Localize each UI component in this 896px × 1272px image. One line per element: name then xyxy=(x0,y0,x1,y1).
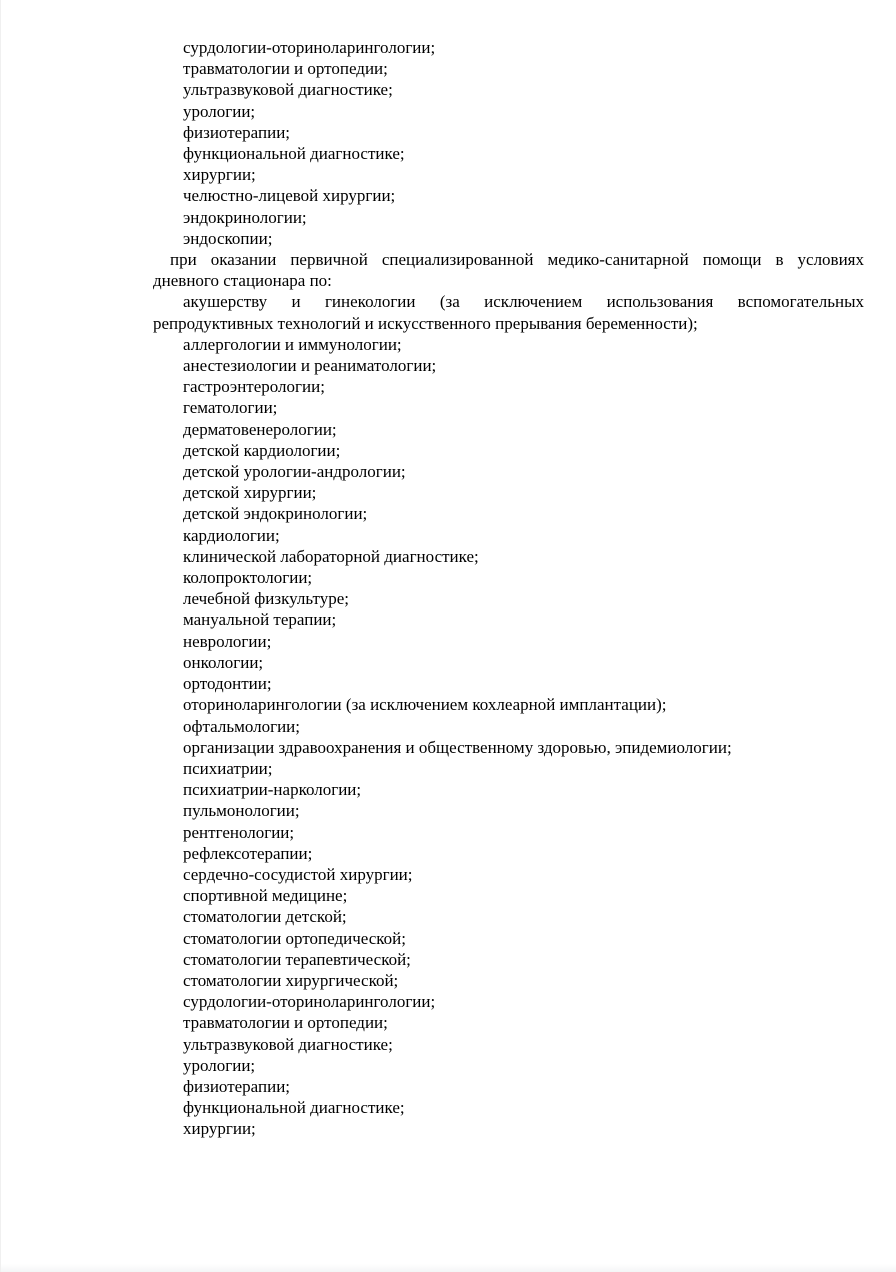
specialty-list-item: оториноларингологии (за исключением кохлеарной имплантации); xyxy=(183,695,667,715)
specialty-list-item: гастроэнтерологии; xyxy=(183,377,325,397)
specialty-list-item: рефлексотерапии; xyxy=(183,843,313,863)
specialty-list-item: сурдологии-оториноларингологии; xyxy=(183,992,436,1012)
specialty-list-item: эндоскопии; xyxy=(183,228,273,248)
specialty-list-item: эндокринологии; xyxy=(183,207,307,227)
specialty-list-item: офтальмологии; xyxy=(183,716,300,736)
document-text-block xyxy=(153,37,864,1140)
specialty-list-item: травматологии и ортопедии; xyxy=(183,59,388,79)
specialty-list-item: функциональной диагностике; xyxy=(183,144,405,164)
specialty-list-item: психиатрии-наркологии; xyxy=(183,780,362,800)
specialty-list-item: хирургии; xyxy=(183,1119,256,1139)
specialty-list-item: челюстно-лицевой хирургии; xyxy=(183,186,396,206)
specialty-list-item: кардиологии; xyxy=(183,525,280,545)
specialty-list-item: стоматологии хирургической; xyxy=(183,970,399,990)
specialty-list-item: клинической лабораторной диагностике; xyxy=(183,546,479,566)
specialties-list-upper xyxy=(153,37,864,249)
specialty-list-item: стоматологии терапевтической; xyxy=(183,949,411,969)
specialty-list-item: дерматовенерологии; xyxy=(183,419,337,439)
specialty-list-item: урологии; xyxy=(183,1055,256,1075)
specialty-list-item: психиатрии; xyxy=(183,758,273,778)
specialty-list-item: ортодонтии; xyxy=(183,674,272,694)
specialty-list-item: детской кардиологии; xyxy=(183,440,341,460)
page-bottom-edge xyxy=(1,1264,896,1272)
paragraph-day-hospital: при оказании первичной специализированной медико-санитарной помощи в условиях дневного стационара по: xyxy=(153,250,864,291)
specialty-list-item: сурдологии-оториноларингологии; xyxy=(183,38,436,57)
specialty-list-item: ультразвуковой диагностике; xyxy=(183,1034,393,1054)
specialty-list-item: физиотерапии; xyxy=(183,122,291,142)
specialty-list-item: ультразвуковой диагностике; xyxy=(183,80,393,100)
specialty-list-item: рентгенологии; xyxy=(183,822,295,842)
specialty-list-item: урологии; xyxy=(183,101,256,121)
specialty-list-item: функциональной диагностике; xyxy=(183,1098,405,1118)
specialty-list-item: мануальной терапии; xyxy=(183,610,337,630)
specialty-list-item: спортивной медицине; xyxy=(183,886,348,906)
specialty-list-item: аллергологии и иммунологии; xyxy=(183,334,402,354)
specialty-list-item: колопроктологии; xyxy=(183,568,313,588)
specialty-list-item: онкологии; xyxy=(183,652,264,672)
specialty-list-item: сердечно-сосудистой хирургии; xyxy=(183,864,413,884)
specialty-list-item: анестезиологии и реаниматологии; xyxy=(183,356,437,376)
specialty-list-item: хирургии; xyxy=(183,165,256,185)
specialty-list-item: детской урологии-андрологии; xyxy=(183,462,406,482)
specialties-list-lower xyxy=(153,334,864,1140)
specialty-list-item: гематологии; xyxy=(183,398,278,418)
specialty-list-item: детской эндокринологии; xyxy=(183,504,368,524)
specialty-list-item: пульмонологии; xyxy=(183,801,300,821)
paragraph-obstetrics-gynecology: акушерству и гинекологии (за исключением использования вспомогательных репродуктивных технологий и искусственного прерывания беременности); xyxy=(153,292,864,333)
specialty-list-item: организации здравоохранения и общественному здоровью, эпидемиологии; xyxy=(183,737,732,757)
specialty-list-item: стоматологии детской; xyxy=(183,907,347,927)
specialty-list-item: детской хирургии; xyxy=(183,483,317,503)
specialty-list-item: травматологии и ортопедии; xyxy=(183,1013,388,1033)
specialty-list-item: лечебной физкультуре; xyxy=(183,589,349,609)
specialty-list-item: физиотерапии; xyxy=(183,1076,291,1096)
specialty-list-item: стоматологии ортопедической; xyxy=(183,928,406,948)
specialty-list-item: неврологии; xyxy=(183,631,272,651)
